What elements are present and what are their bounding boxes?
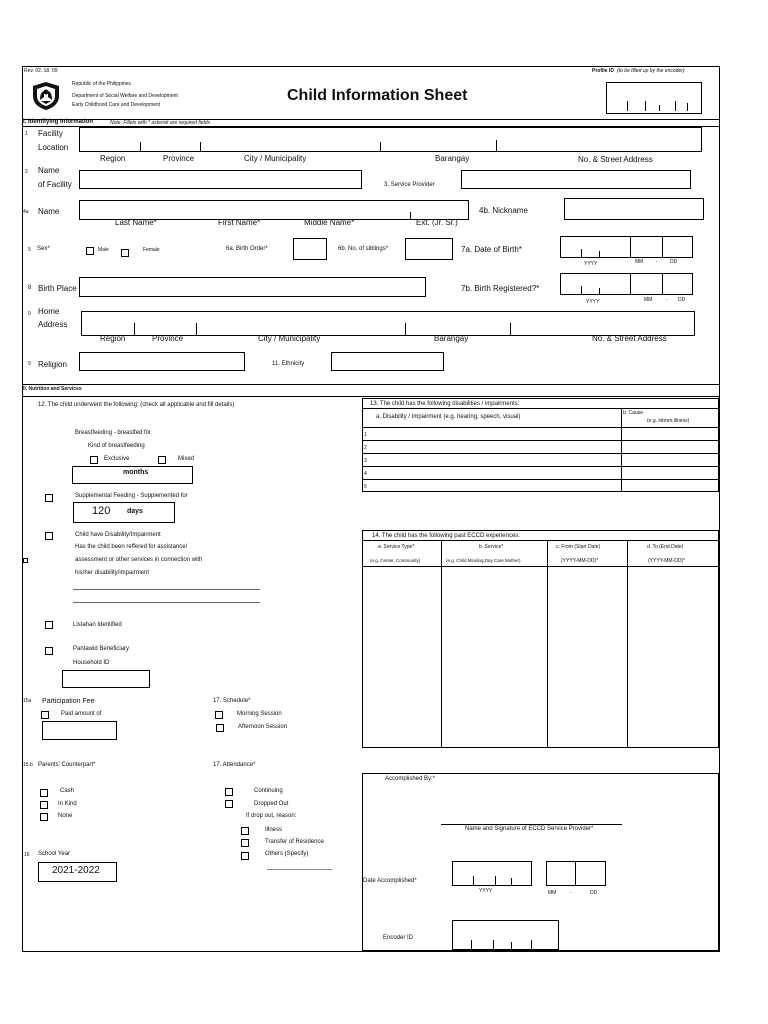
location-label: Location [38, 143, 69, 152]
school-year-label: School Year [38, 851, 71, 857]
department-text: Department of Social Welfare and Development [72, 93, 178, 99]
religion-input[interactable] [79, 352, 245, 371]
signature-line [441, 824, 622, 825]
bureau-text: Early Childhood Care and Development [72, 102, 161, 108]
item-number: 8 [28, 285, 32, 291]
listahan-checkbox[interactable] [45, 621, 53, 629]
middle-name-label: Middle Name* [304, 218, 355, 227]
participation-label: Participation Fee [42, 698, 95, 705]
cash-checkbox[interactable] [40, 789, 48, 797]
item-number: 2 [25, 169, 28, 175]
others-specify-line [267, 869, 332, 870]
start-date-col: c. From (Start Date) [556, 544, 601, 550]
cause-col-label: b. Cause [623, 410, 644, 416]
household-id-input[interactable] [62, 670, 150, 688]
republic-text: Republic of the Philippines [72, 81, 131, 87]
female-label: Female [143, 247, 160, 253]
religion-label: Religion [38, 360, 67, 369]
referred-text-2: assessment or other services in connection with [75, 557, 203, 563]
q14-title: 14. The child has the following past ECCD experiences: [372, 533, 520, 539]
exclusive-label: Exclusive [104, 456, 130, 462]
referred-line-1 [73, 589, 260, 590]
listahan-label: Listahan Identified [73, 622, 122, 628]
ethnicity-label: 11. Ethnicity [272, 361, 305, 367]
dob-year-input[interactable] [560, 236, 631, 258]
birth-order-label: 6a. Birth Order* [226, 246, 268, 252]
morning-label: Morning Session [237, 711, 282, 717]
dd-label: DD [670, 259, 678, 265]
paid-amount-input[interactable] [42, 721, 117, 740]
dash-label: - [656, 259, 658, 265]
pantawid-checkbox[interactable] [45, 647, 53, 655]
afternoon-checkbox[interactable] [216, 724, 224, 732]
revision-label: Rev. 02. 18. 09 [24, 68, 58, 74]
mixed-checkbox[interactable] [158, 456, 166, 464]
afternoon-label: Afternoon Session [238, 724, 288, 730]
service-type-col: a. Service Type* [378, 544, 415, 550]
date-accomplished-day-input[interactable] [575, 861, 606, 886]
transfer-checkbox[interactable] [241, 839, 249, 847]
date-accomplished-year-input[interactable] [452, 861, 532, 886]
counterpart-label: Parents' Counterpart* [38, 762, 96, 768]
transfer-label: Transfer of Residence [265, 839, 324, 845]
days-label: days [127, 508, 143, 515]
continuing-checkbox[interactable] [225, 788, 233, 796]
service-eg: (e.g. Child Minding,Day Care Mother) [446, 558, 521, 563]
kind-label: Kind of breastfeeding [88, 443, 145, 449]
birth-registered-label: 7b. Birth Registered?* [461, 284, 540, 293]
paid-label: Paid amount of [61, 711, 102, 717]
dash-label: - [666, 297, 668, 303]
referred-checkbox[interactable] [23, 558, 28, 563]
birth-order-input[interactable] [293, 238, 327, 260]
in-kind-label: In Kind [58, 801, 77, 807]
service-type-eg: (e.g. Center, Community) [370, 558, 421, 563]
disability-row-number: 4 [364, 471, 367, 477]
disability-row-number: 1 [364, 432, 367, 438]
accomplished-by-label: Accomplished By:* [385, 776, 436, 782]
continuing-label: Continuing [254, 788, 283, 794]
disability-col-label: a. Disability / Impairment (e.g. hearing, speech, visual) [376, 414, 521, 420]
section1-heading: I. Identifying Information [23, 119, 93, 125]
item-number: 15.b [23, 762, 33, 768]
paid-checkbox[interactable] [41, 711, 49, 719]
months-label: months [123, 469, 149, 476]
others-label: Others (Specify) [265, 851, 309, 857]
yyyy-label: YYYY [479, 888, 493, 894]
dd-label: DD [678, 297, 686, 303]
yyyy-label: YYYY [584, 261, 598, 267]
referred-text-1: Has the child been reffered for assistance/ [75, 544, 188, 550]
encoder-id-input[interactable] [452, 920, 559, 950]
mm-label: MM [548, 890, 557, 896]
profile-id-input[interactable] [606, 82, 702, 114]
home-label: Home [38, 307, 60, 316]
signature-label: Name and Signature of ECCD Service Provider* [465, 826, 594, 832]
street-label: No. & Street Address [592, 334, 667, 343]
referred-line-2 [73, 602, 260, 603]
siblings-label: 6b. No. of siblings* [338, 246, 389, 252]
q13-title: 13. The child has the following disabilities / impairments: [370, 401, 520, 407]
address-label: Address [38, 320, 68, 329]
disability-label: Child have Disability/Impairment [75, 532, 161, 538]
q12-label: 12. The child underwent the following: (check all applicable and fill details) [38, 402, 235, 408]
exclusive-checkbox[interactable] [90, 456, 98, 464]
service-provider-input[interactable] [461, 170, 691, 189]
cause-eg-label: (e.g. inborn,illness) [647, 418, 690, 424]
profile-id-note: (to be filled up by the encoder) [617, 68, 685, 74]
date-accomplished-label: Date Accomplished* [363, 878, 417, 884]
ethnicity-input[interactable] [331, 352, 444, 371]
item-number: 1 [25, 131, 28, 137]
child-name-input[interactable] [79, 200, 469, 220]
home-address-input[interactable] [81, 311, 695, 336]
nickname-input[interactable] [564, 198, 704, 220]
item-number: 5 [28, 247, 31, 253]
dob-day-input[interactable] [662, 236, 693, 258]
item-number: 9 [28, 361, 31, 367]
end-date-eg: (YYYY-MM-DD)* [648, 558, 686, 564]
required-note: Note: Fillets with * asterisk are required fields [110, 120, 211, 126]
male-checkbox[interactable] [86, 247, 94, 255]
disability-table [362, 398, 719, 492]
dropped-checkbox[interactable] [225, 800, 233, 808]
reason-label: If drop out, reason: [246, 813, 297, 819]
supplemental-label: Supplemental Feeding - Supplemented for [75, 493, 188, 499]
item-number: 15a [23, 698, 32, 704]
ext-label: Ext. (Jr. Sr.) [416, 218, 458, 227]
of-facility-label: of Facility [38, 180, 72, 189]
none-checkbox[interactable] [40, 813, 48, 821]
none-label: None [58, 813, 73, 819]
cash-label: Cash [60, 788, 75, 794]
dropped-label: Dropped Out [254, 801, 289, 807]
breastfeeding-label: Breastfeeding - breastfed for [75, 430, 152, 436]
date-accomplished-month-input[interactable] [546, 861, 576, 886]
province-label: Province [163, 154, 195, 163]
item-number: 16 [24, 852, 30, 858]
facility-label: Facility [38, 129, 63, 138]
illness-checkbox[interactable] [241, 827, 249, 835]
household-label: Household ID [73, 660, 110, 666]
morning-checkbox[interactable] [215, 711, 223, 719]
disability-row-number: 3 [364, 458, 367, 464]
dob-label: 7a. Date of Birth* [461, 245, 522, 254]
mm-label: MM [644, 297, 653, 303]
section2-heading: II. Nutrition and Services [23, 386, 82, 392]
school-year-value: 2021-2022 [52, 865, 100, 876]
dd-label: DD [590, 890, 598, 896]
facility-location-input[interactable] [79, 127, 702, 152]
schedule-label: 17. Schedule* [213, 698, 251, 704]
disability-checkbox[interactable] [45, 532, 53, 540]
disability-row-number: 2 [364, 445, 367, 451]
dswd-logo-icon [30, 80, 62, 112]
item-number: 9 [28, 311, 31, 317]
female-checkbox[interactable] [121, 249, 129, 257]
street-label: No. & Street Address [578, 155, 653, 164]
item-number: 4a [23, 209, 29, 215]
city-label: City / Municipality [244, 154, 307, 163]
dash-label: - [570, 890, 572, 896]
name-label: Name [38, 166, 60, 175]
mm-label: MM [635, 259, 644, 265]
last-name-label: Last Name* [115, 218, 157, 227]
dob-month-input[interactable] [630, 236, 663, 258]
barangay-label: Barangay [435, 154, 470, 163]
birth-reg-day-input[interactable] [662, 273, 693, 295]
illness-label: Illness [265, 827, 283, 833]
first-name-label: First Name* [218, 218, 261, 227]
yyyy-label: YYYY [586, 299, 600, 305]
region-label: Region [100, 334, 126, 343]
mixed-label: Mixed [178, 456, 195, 462]
service-provider-label: 3. Service Provider [384, 182, 435, 188]
profile-id-label: Profile ID [592, 68, 614, 74]
region-label: Region [100, 154, 126, 163]
male-label: Male [98, 247, 109, 253]
birth-reg-month-input[interactable] [630, 273, 663, 295]
service-col: b. Service* [479, 544, 504, 550]
birth-reg-year-input[interactable] [560, 273, 631, 295]
disability-row-number: 5 [364, 484, 367, 490]
supplemental-days-input[interactable] [73, 502, 175, 523]
supplemental-checkbox[interactable] [45, 494, 53, 502]
pantawid-label: Pantawid Beneficiary [73, 646, 130, 652]
barangay-label: Barangay [434, 334, 469, 343]
province-label: Province [152, 334, 184, 343]
referred-text-3: his/her disability/impairment [75, 570, 150, 576]
child-name-label: Name [38, 207, 60, 216]
birth-place-label: Birth Place [38, 284, 77, 293]
supplemental-days-value: 120 [92, 505, 111, 517]
facility-name-input[interactable] [79, 170, 362, 189]
city-label: City / Municipality [258, 334, 321, 343]
page-title: Child Information Sheet [287, 87, 468, 104]
in-kind-checkbox[interactable] [40, 801, 48, 809]
birth-place-input[interactable] [79, 277, 426, 297]
start-date-eg: (YYYY-MM-DD)* [561, 558, 599, 564]
encoder-id-label: Encoder ID [383, 935, 414, 941]
others-checkbox[interactable] [241, 852, 249, 860]
end-date-col: d. To (End Date) [647, 544, 684, 550]
sex-label: Sex* [37, 246, 50, 252]
nickname-label: 4b. Nickname [479, 206, 528, 215]
attendance-label: 17. Attendance* [213, 762, 256, 768]
siblings-input[interactable] [405, 238, 453, 260]
